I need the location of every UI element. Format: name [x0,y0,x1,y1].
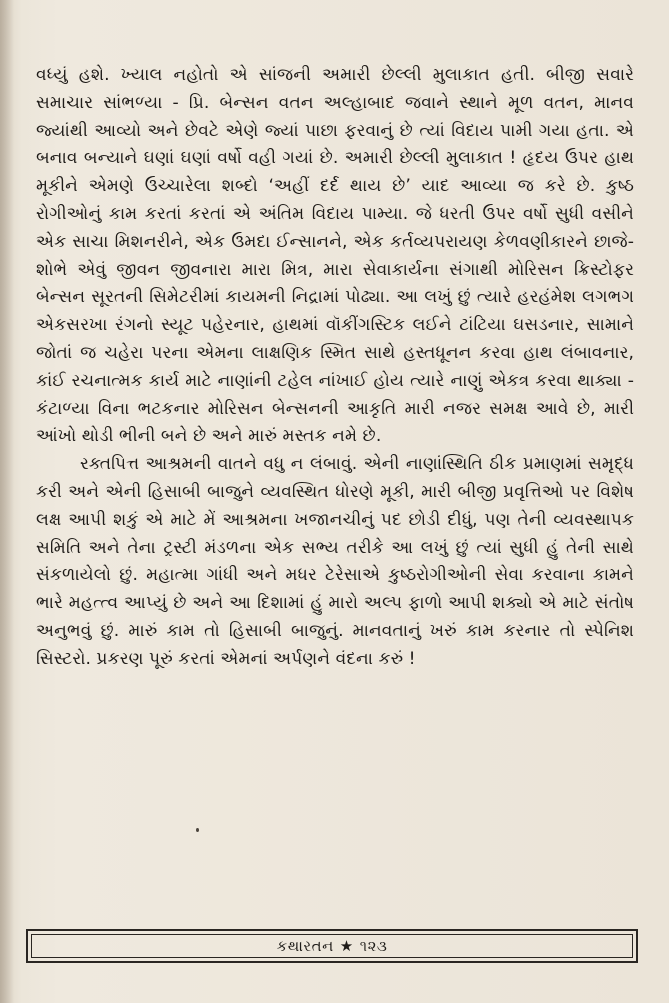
page-number: ૧૨૩ [359,937,388,955]
footer-text [277,937,388,955]
page-footer [26,929,638,963]
binding-gutter-shadow [0,0,14,1003]
body-text [36,62,634,674]
ink-speck [196,828,199,832]
paragraph-1: વધ્યું હશે. ખ્યાલ નહોતો એ સાંજની અમારી છેલ્લી મુલાકાત હતી. બીજી સવારે સમાચાર સાંભળ્યા - પ્રિ. બેન્સન વતન અલ્હાબાદ જવાને સ્થાને મૂળ વતન, માનવ જ્યાંથી આવ્યો અને છેવટે એણે જ્યાં પાછા ફરવાનું છે ત્યાં વિદાય પામી ગયા હતા. એ બનાવ બન્યાને ઘણાં ઘણાં વર્ષો વહી ગયાં છે. અમારી છેલ્લી મુલાકાત ! હૃદય ઉપર હાથ મૂકીને એમણે ઉચ્ચારેલા શબ્દો ‘અહીં દર્દ થાય છે’ યાદ આવ્યા જ કરે છે. કુષ્ઠ રોગીઓનું કામ કરતાં કરતાં એ અંતિમ વિદાય પામ્યા. જે ધરતી ઉપર વર્ષો સુધી વસીને એક સાચા મિશનરીને, એક ઉમદા ઈન્સાનને, એક કર્તવ્યપરાયણ કેળવણીકારને છાજે- શોભે એવું જીવન જીવનારા મારા મિત્ર, મારા સેવાકાર્યના સંગાથી મોરિસન ક્રિસ્ટોફર બેન્સન સૂરતની સિમેટરીમાં કાયમની નિદ્રામાં પોઢ્યા. આ લખું છું ત્યારે હરહંમેશ લગભગ એકસરખા રંગનો સ્યૂટ પહેરનાર, હાથમાં વૉકીંગસ્ટિક લઈને ટાંટિયા ઘસડનાર, સામાને જોતાં જ ચહેરા પરના એમના લાક્ષણિક સ્મિત સાથે હસ્તધૂનન કરવા હાથ લંબાવનાર, કાંઈ રચનાત્મક કાર્ય માટે નાણાંની ટહેલ નાંખાઈ હોય ત્યારે નાણું એકત્ર કરવા થાક્યા - કંટાળ્યા વિના ભટકનાર મોરિસન બેન્સનની આકૃતિ મારી નજર સમક્ષ આવે છે, મારી આંખો થોડી ભીની બને છે અને મારું મસ્તક નમે છે. [36,65,634,447]
book-title: કથારતન [276,937,334,955]
star-icon: ★ [339,937,354,955]
paragraph-2: રક્તપિત્ત આશ્રમની વાતને વધુ ન લંબાવું. એની નાણાંસ્થિતિ ઠીક પ્રમાણમાં સમૃદ્ધ કરી અને એની હિસાબી બાજુને વ્યવસ્થિત ધોરણે મૂકી, મારી બીજી પ્રવૃત્તિઓ પર વિશેષ લક્ષ આપી શકું એ માટે મેં આશ્રમના ખજાનચીનું પદ છોડી દીધું, પણ તેની વ્યવસ્થાપક સમિતિ અને તેના ટ્રસ્ટી મંડળના એક સભ્ય તરીકે આ લખું છું ત્યાં સુધી હું તેની સાથે સંકળાયેલો છું. મહાત્મા ગાંધી અને મધર ટેરેસાએ કુષ્ઠરોગીઓની સેવા કરવાના કામને ભારે મહત્ત્વ આપ્યું છે અને આ દિશામાં હું મારો અલ્પ ફાળો આપી શક્યો એ માટે સંતોષ અનુભવું છું. મારું કામ તો હિસાબી બાજુનું. માનવતાનું ખરું કામ કરનાર તો સ્પેનિશ સિસ્ટરો. પ્રકરણ પૂરું કરતાં એમનાં અર્પણને વંદના કરું ! [36,454,634,669]
